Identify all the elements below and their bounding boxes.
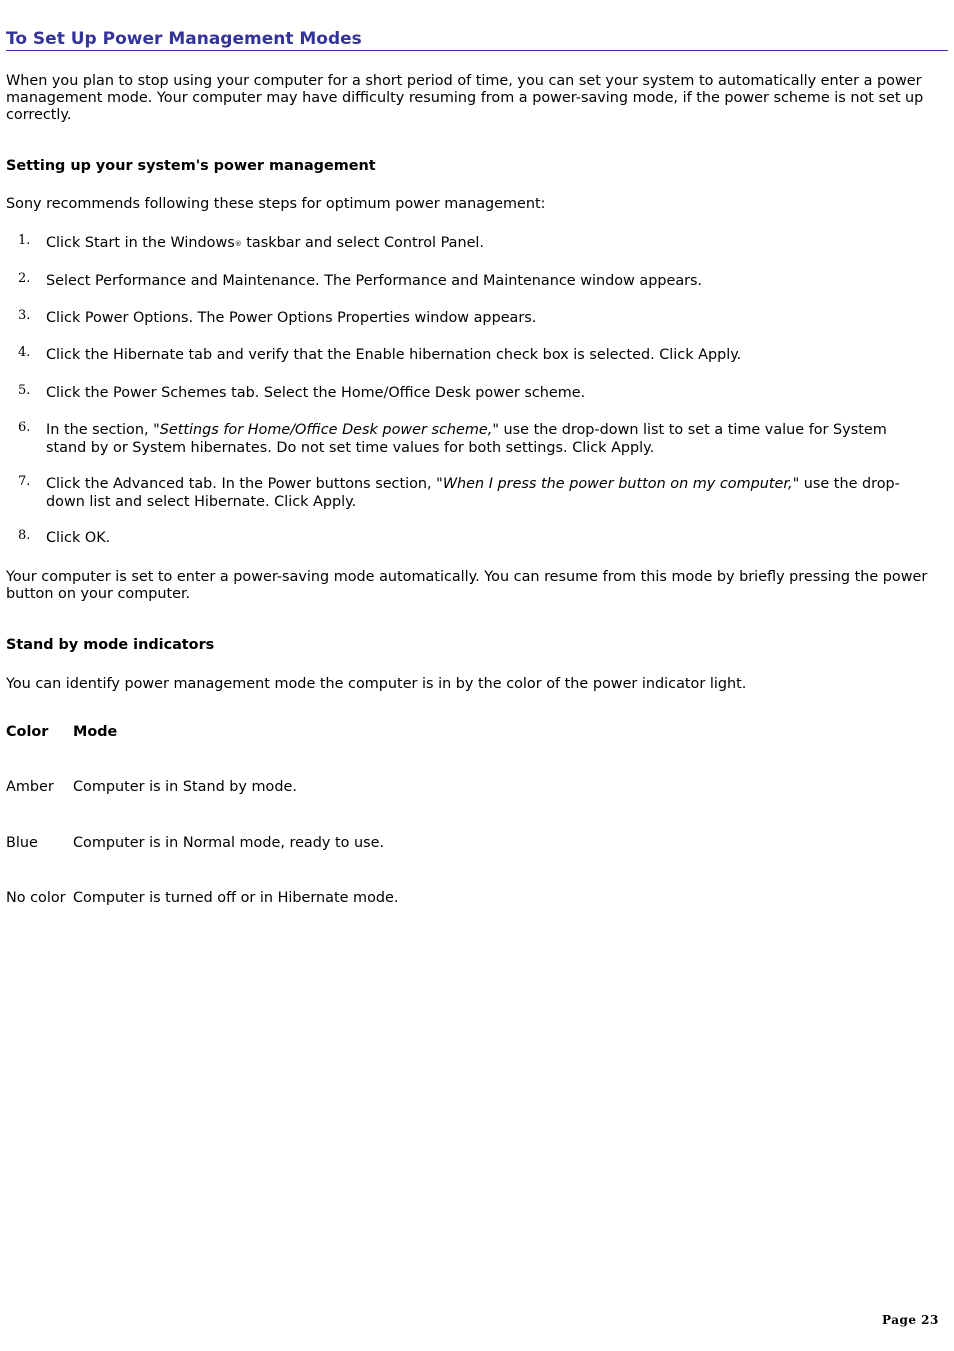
table-cell-mode: Computer is in Stand by mode.: [73, 779, 297, 795]
list-text: Click the Hibernate tab and verify that the Enable hibernation check box is selected. Click Apply.: [46, 347, 742, 363]
registered-mark: ®: [234, 240, 242, 248]
list-number: 5.: [18, 383, 31, 398]
table-cell-color: Amber: [6, 779, 54, 795]
list-number: 1.: [18, 233, 31, 248]
list-number: 3.: [18, 308, 31, 323]
intro-paragraph: When you plan to stop using your computer for a short period of time, you can set your system to automatically enter a power management mode. Your computer may have difficulty resuming from a power-saving mode, if the power scheme is not set up correctly.: [6, 73, 924, 123]
list-number: 6.: [18, 420, 31, 435]
section-lead: You can identify power management mode the computer is in by the color of the power indicator light.: [6, 676, 747, 692]
list-text: In the section, "Settings for Home/Office Desk power scheme," use the drop-down list to set a time value for System stand by or System hibernates. Do not set time values for both settings. Click Apply.: [46, 422, 887, 456]
list-text: Select Performance and Maintenance. The Performance and Maintenance window appears.: [46, 273, 703, 289]
outro-paragraph: Your computer is set to enter a power-saving mode automatically. You can resume from this mode by briefly pressing the power button on your computer.: [6, 569, 928, 602]
list-number: 2.: [18, 271, 31, 286]
table-cell-color: Blue: [6, 835, 38, 851]
section-heading-standby-indicators: Stand by mode indicators: [6, 637, 215, 653]
list-number: 7.: [18, 474, 31, 489]
table-cell-mode: Computer is turned off or in Hibernate mode.: [73, 890, 399, 906]
list-text: Click Start in the Windows® taskbar and select Control Panel.: [46, 235, 484, 251]
table-cell-mode: Computer is in Normal mode, ready to use.: [73, 835, 385, 851]
list-text: Click Power Options. The Power Options Properties window appears.: [46, 310, 537, 326]
list-text: Click OK.: [46, 530, 111, 546]
page-number: Page 23: [882, 1313, 939, 1327]
list-text: Click the Power Schemes tab. Select the Home/Office Desk power scheme.: [46, 385, 586, 401]
page-title: To Set Up Power Management Modes: [6, 29, 948, 51]
section-heading-power-management: Setting up your system's power management: [6, 158, 376, 174]
section-lead: Sony recommends following these steps for optimum power management:: [6, 196, 546, 212]
column-header-mode: Mode: [73, 724, 118, 740]
list-number: 4.: [18, 345, 31, 360]
table-cell-color: No color: [6, 890, 66, 906]
list-number: 8.: [18, 528, 31, 543]
column-header-color: Color: [6, 724, 49, 740]
list-text: Click the Advanced tab. In the Power buttons section, "When I press the power button on my computer," use the drop-down list and select Hibernate. Click Apply.: [46, 476, 900, 510]
